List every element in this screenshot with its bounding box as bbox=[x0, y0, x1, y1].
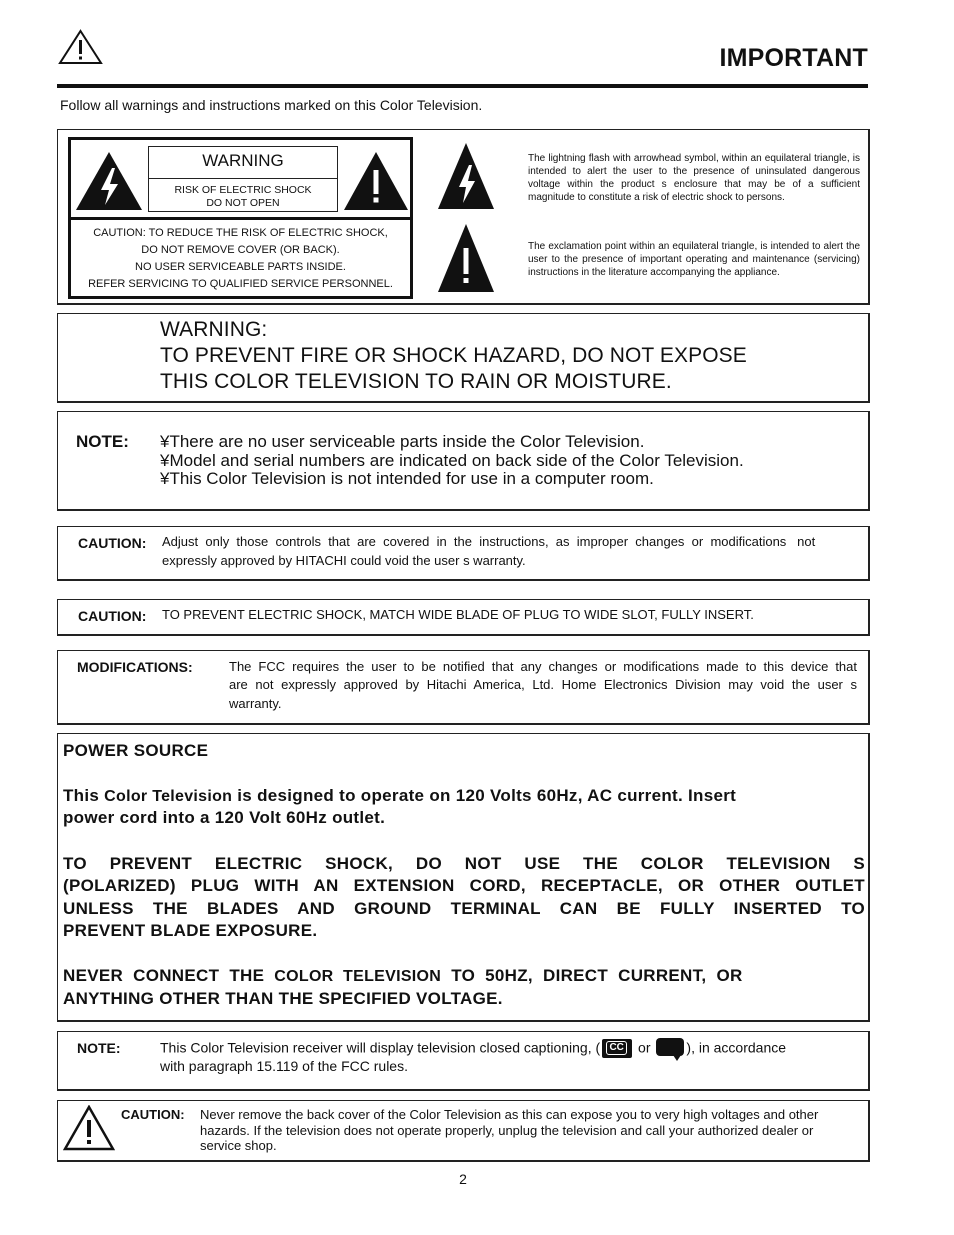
modifications-text-line3: warranty. bbox=[229, 696, 282, 711]
caution-back-text-line1: Never remove the back cover of the Color Television as this can expose you to very high voltages and other bbox=[200, 1107, 819, 1122]
power-paragraph-2-line: (POLARIZED) PLUG WITH AN EXTENSION CORD, RECEPTACLE, OR OTHER OUTLET bbox=[63, 876, 865, 895]
exclamation-icon bbox=[436, 222, 496, 295]
cc-badge-text: CC bbox=[606, 1041, 627, 1055]
power-text: TO 50HZ, DIRECT CURRENT, OR bbox=[441, 966, 743, 985]
note-label: NOTE: bbox=[76, 432, 129, 451]
modifications-label: MODIFICATIONS: bbox=[77, 659, 193, 675]
captioning-text: This Color Television receiver will display television closed captioning, ( bbox=[160, 1039, 601, 1056]
power-text: This bbox=[63, 786, 105, 805]
modifications-box bbox=[57, 650, 870, 725]
caution-back-cover-box bbox=[57, 1100, 870, 1162]
captioning-note-box bbox=[57, 1031, 870, 1091]
caution-line: NO USER SERVICEABLE PARTS INSIDE. bbox=[135, 261, 346, 273]
power-paragraph-3-line2: ANYTHING OTHER THAN THE SPECIFIED VOLTAGE. bbox=[63, 989, 503, 1008]
captioning-text-line1 bbox=[160, 1038, 786, 1060]
power-paragraph-2-line: UNLESS THE BLADES AND GROUND TERMINAL CAN BE FULLY INSERTED TO bbox=[63, 899, 865, 918]
caution-label: CAUTION: bbox=[78, 608, 147, 624]
power-heading: POWER SOURCE bbox=[63, 741, 209, 760]
power-text: is designed to operate on 120 Volts 60Hz, AC current. Insert bbox=[232, 786, 737, 805]
captioning-text: ), in accordance bbox=[686, 1039, 787, 1056]
power-paragraph-2-line: TO PREVENT ELECTRIC SHOCK, DO NOT USE THE COLOR TELEVISION S bbox=[63, 854, 865, 873]
note-label: NOTE: bbox=[77, 1040, 121, 1056]
caution-text-line2: expressly approved by HITACHI could void the user s warranty. bbox=[162, 553, 526, 568]
warning-label-panel bbox=[68, 137, 413, 299]
caption-speech-icon bbox=[655, 1037, 685, 1059]
caution-line: DO NOT REMOVE COVER (OR BACK). bbox=[141, 244, 340, 256]
warning-line: TO PREVENT FIRE OR SHOCK HAZARD, DO NOT EXPOSE bbox=[160, 344, 747, 367]
lightning-icon bbox=[74, 150, 144, 212]
power-text: NEVER CONNECT THE bbox=[63, 966, 275, 985]
power-text: COLOR TELEVISION bbox=[274, 968, 442, 985]
modifications-text-line2: are not expressly approved by Hitachi America, Ltd. Home Electronics Division may void the user s bbox=[229, 677, 857, 692]
power-text: Color Television bbox=[104, 788, 233, 805]
caution-plug-text: TO PREVENT ELECTRIC SHOCK, MATCH WIDE BLADE OF PLUG TO WIDE SLOT, FULLY INSERT. bbox=[162, 607, 754, 622]
label-divider bbox=[68, 217, 413, 220]
power-paragraph-2-line: PREVENT BLADE EXPOSURE. bbox=[63, 921, 318, 940]
intro-text: Follow all warnings and instructions marked on this Color Television. bbox=[60, 97, 483, 113]
modifications-text-line1: The FCC requires the user to be notified that any changes or modifications made to this device that bbox=[229, 659, 857, 674]
symbol-explanation-box bbox=[57, 129, 870, 305]
captioning-text: or bbox=[634, 1039, 655, 1056]
closed-caption-icon bbox=[602, 1039, 632, 1058]
note-item: ¥This Color Television is not intended for use in a computer room. bbox=[160, 469, 654, 488]
lightning-icon bbox=[436, 141, 496, 211]
exclamation-explanation: The exclamation point within an equilateral triangle, is intended to alert the user to the presence of important operating and maintenance (servicing) instructions in the literature accompanying the appliance. bbox=[528, 241, 860, 278]
warning-frame-divider bbox=[149, 178, 337, 179]
power-paragraph-1-line2: power cord into a 120 Volt 60Hz outlet. bbox=[63, 808, 386, 827]
lightning-explanation: The lightning flash with arrowhead symbol, within an equilateral triangle, is intended to alert the user to the presence of uninsulated dangerous voltage within the product s enclosure that may be of a sufficient magnitude to constitute a risk of electric shock to persons. bbox=[528, 153, 860, 203]
risk-text-line1: RISK OF ELECTRIC SHOCK bbox=[174, 184, 312, 196]
header-warning-icon bbox=[58, 29, 103, 65]
power-paragraph-1 bbox=[63, 786, 865, 806]
caution-back-text-line2: hazards. If the television does not operate properly, unplug the television and call your authorized dealer or bbox=[200, 1123, 814, 1138]
captioning-text-line2: with paragraph 15.119 of the FCC rules. bbox=[160, 1058, 408, 1074]
warning-box bbox=[57, 313, 870, 403]
power-source-box bbox=[57, 733, 870, 1022]
caution-controls-box bbox=[57, 526, 870, 581]
caution-label: CAUTION: bbox=[78, 535, 147, 551]
note-box bbox=[57, 411, 870, 511]
risk-text-line2: DO NOT OPEN bbox=[206, 197, 280, 209]
warning-frame bbox=[148, 146, 338, 212]
caution-label: CAUTION: bbox=[121, 1107, 185, 1122]
warning-label-title: WARNING bbox=[202, 151, 284, 170]
note-item: ¥Model and serial numbers are indicated on back side of the Color Television. bbox=[160, 451, 744, 470]
page-number: 2 bbox=[459, 1171, 467, 1187]
note-item: ¥There are no user serviceable parts inside the Color Television. bbox=[160, 432, 645, 451]
exclamation-icon bbox=[342, 150, 410, 212]
power-paragraph-3 bbox=[63, 966, 865, 986]
caution-back-text-line3: service shop. bbox=[200, 1138, 277, 1153]
caution-line: REFER SERVICING TO QUALIFIED SERVICE PERSONNEL. bbox=[88, 278, 393, 290]
caution-plug-box bbox=[57, 599, 870, 636]
page-title: IMPORTANT bbox=[719, 44, 868, 72]
warning-line: THIS COLOR TELEVISION TO RAIN OR MOISTURE. bbox=[160, 370, 672, 393]
header-rule bbox=[57, 84, 868, 88]
warning-line: WARNING: bbox=[160, 318, 268, 341]
caution-line: CAUTION: TO REDUCE THE RISK OF ELECTRIC SHOCK, bbox=[93, 227, 388, 239]
caution-text-line1: Adjust only those controls that are covered in the instructions, as improper changes or modifications not bbox=[162, 534, 816, 549]
warning-icon bbox=[63, 1105, 115, 1151]
